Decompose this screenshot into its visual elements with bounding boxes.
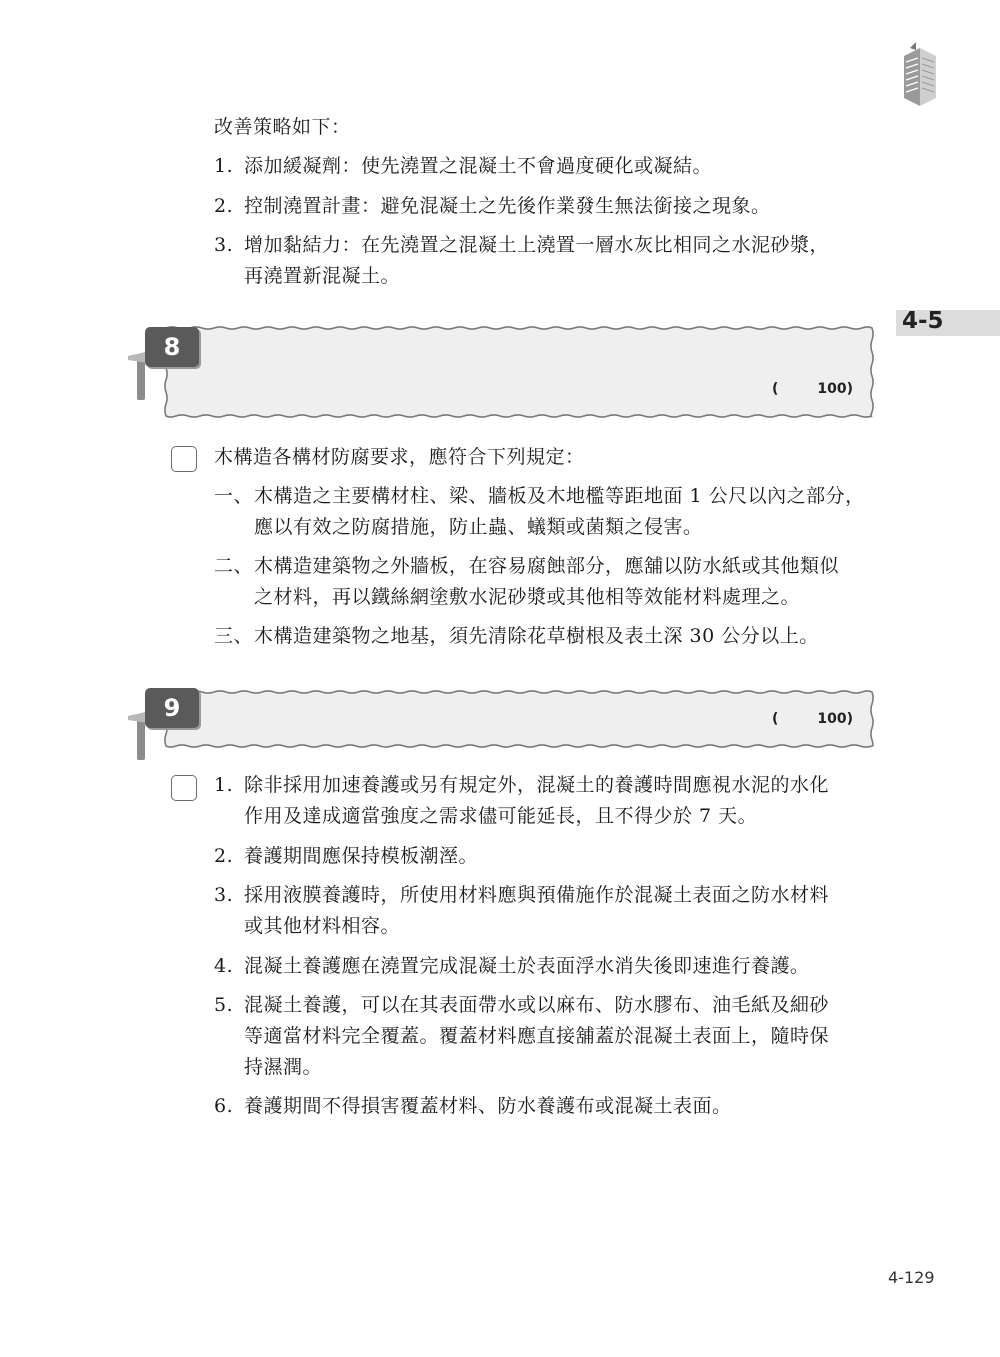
list-line: 木構造建築物之外牆板，在容易腐蝕部分，應舖以防水紙或其他類似 [254,555,840,577]
list-number: 2. [214,195,234,217]
list-line: 等適當材料完全覆蓋。覆蓋材料應直接舖蓋於混凝土表面上，隨時保 [244,1025,830,1047]
list-line: 木構造之主要構材柱、梁、牆板及木地檻等距地面 1 公尺以內之部分， [254,485,865,507]
list-line: 採用液膜養護時，所使用材料應與預備施作於混凝土表面之防水材料 [244,884,830,906]
list-number: 二、 [214,555,254,577]
list-number: 三、 [214,625,254,647]
intro-heading: 改善策略如下： [214,116,351,138]
list-line: 作用及達成適當強度之需求儘可能延長，且不得少於 7 天。 [244,805,758,827]
question-9-score: ( 100) [772,711,854,727]
question-9-badge: 9 [145,688,199,728]
list-line: 之材料，再以鐵絲網塗敷水泥砂漿或其他相等效能材料處理之。 [254,586,801,608]
list-line: 養護期間不得損害覆蓋材料、防水養護布或混凝土表面。 [244,1095,732,1117]
intro-item-2 [214,191,874,222]
chapter-tab-label: 4-5 [902,308,944,334]
intro-item-1 [214,151,874,182]
question-8-score: ( 100) [772,381,854,397]
q8-item-3 [214,621,874,652]
list-number: 1. [214,155,234,177]
list-line: 木構造建築物之地基，須先清除花草樹根及表土深 30 公分以上。 [254,625,819,647]
list-line: 混凝土養護，可以在其表面帶水或以麻布、防水膠布、油毛紙及細砂 [244,994,830,1016]
list-number: 1. [214,774,234,796]
list-line: 再澆置新混凝土。 [244,265,401,287]
list-line: 混凝土養護應在澆置完成混凝土於表面浮水消失後即速進行養護。 [244,955,810,977]
q9-item-1 [214,770,874,832]
q9-item-4 [214,951,874,982]
list-line: 添加緩凝劑：使先澆置之混凝土不會過度硬化或凝結。 [244,155,713,177]
chapter-tab [896,310,1000,336]
q8-item-2 [214,551,874,613]
list-number: 3. [214,234,234,256]
q9-item-2 [214,841,874,872]
q9-item-6 [214,1091,874,1122]
question-8-badge: 8 [145,327,199,367]
building-logo-icon [896,40,944,106]
list-line: 除非採用加速養護或另有規定外，混凝土的養護時間應視水泥的水化 [244,774,830,796]
question-8-frame [160,322,878,422]
question-9-checkbox[interactable] [171,775,197,801]
page-number: 4-129 [888,1268,935,1287]
q8-item-1 [214,481,874,543]
list-number: 6. [214,1095,234,1117]
list-line: 持濕潤。 [244,1056,323,1078]
list-line: 或其他材料相容。 [244,915,401,937]
question-9-frame [160,686,878,752]
list-number: 3. [214,884,234,906]
q9-item-5 [214,990,874,1083]
intro-item-3 [214,230,874,292]
list-number: 一、 [214,485,254,507]
question-8-checkbox[interactable] [171,446,197,472]
list-line: 控制澆置計畫：避免混凝土之先後作業發生無法銜接之現象。 [244,195,771,217]
list-number: 2. [214,845,234,867]
list-line: 養護期間應保持模板潮溼。 [244,845,479,867]
q9-item-3 [214,880,874,942]
list-number: 5. [214,994,234,1016]
list-line: 增加黏結力：在先澆置之混凝土上澆置一層水灰比相同之水泥砂漿， [244,234,830,256]
list-number: 4. [214,955,234,977]
question-8-lead: 木構造各構材防腐要求，應符合下列規定： [214,446,585,468]
list-line: 應以有效之防腐措施，防止蟲、蟻類或菌類之侵害。 [254,516,703,538]
